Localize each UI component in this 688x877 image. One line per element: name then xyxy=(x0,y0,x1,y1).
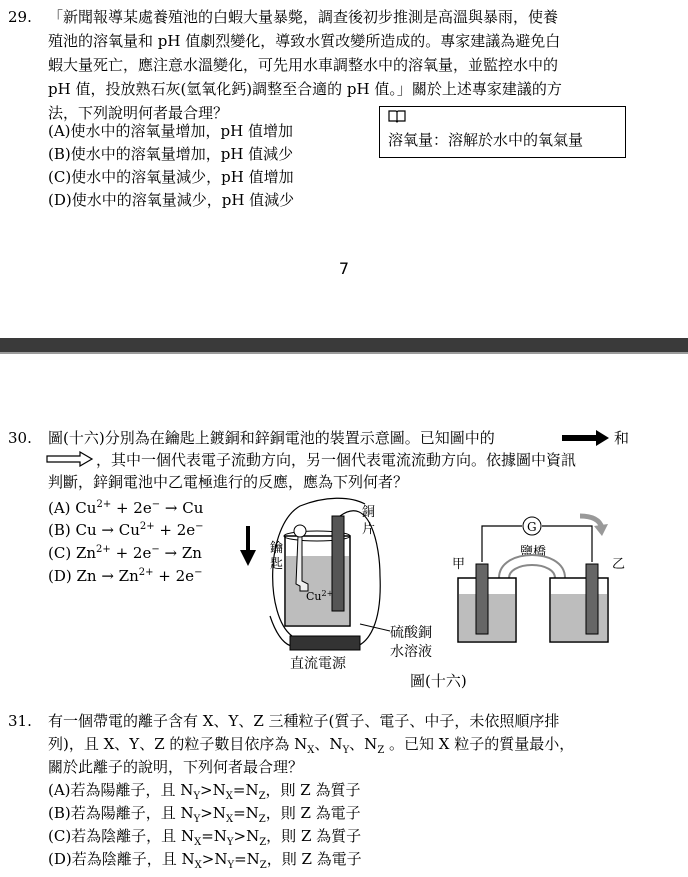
q30-number: 30. xyxy=(8,429,32,447)
q29-option-b[interactable]: (B)使水中的溶氧量增加，pH 值減少 xyxy=(48,145,294,163)
power-label: 直流電源 xyxy=(290,656,346,672)
q30-option-c[interactable]: (C) $Zn^{2+} + 2e^- \to Zn$ xyxy=(48,544,202,562)
q30-line-1-and: 和 xyxy=(614,429,630,447)
figure-16 xyxy=(230,496,650,696)
zinc-copper-cell xyxy=(452,516,625,642)
solution-label-1: 硫酸銅 xyxy=(390,625,432,641)
hollow-arrow-icon xyxy=(46,451,94,467)
copper-label-1: 銅 xyxy=(362,505,376,520)
q29-line-4: pH 值，投放熟石灰(氫氧化鈣)調整至合適的 pH 值。」關於上述專家建議的方 xyxy=(48,80,562,98)
q29-number: 29. xyxy=(8,8,32,26)
q30-line-2: ，其中一個代表電子流動方向，另一個代表電流流動方向。依據圖中資訊 xyxy=(96,451,577,469)
q31-option-d[interactable]: (D)若為陰離子，且 $N_X>N_Y=N_Z$，則 Z 為電子 xyxy=(48,850,362,871)
solution-label-2: 水溶液 xyxy=(390,644,432,660)
q29-option-d[interactable]: (D)使水中的溶氧量減少，pH 值減少 xyxy=(48,191,295,209)
electrode-right xyxy=(586,564,598,634)
electroplating-setup xyxy=(240,498,432,672)
q30-line-1: 圖(十六)分別為在鑰匙上鍍銅和鋅銅電池的裝置示意圖。已知圖中的 xyxy=(48,429,495,447)
page-divider-shadow xyxy=(0,352,688,354)
q29-option-a[interactable]: (A)使水中的溶氧量增加，pH 值增加 xyxy=(48,122,293,140)
salt-bridge-label: 鹽橋 xyxy=(520,545,547,560)
note-text: 溶氧量：溶解於水中的氧氣量 xyxy=(388,131,584,149)
page-divider xyxy=(0,338,688,352)
q30-line-3: 判斷，鋅銅電池中乙電極進行的反應，應為下列何者？ xyxy=(48,473,409,491)
page-number: 7 xyxy=(338,259,350,278)
q29-option-c[interactable]: (C)使水中的溶氧量減少，pH 值增加 xyxy=(48,168,294,186)
dc-power-supply xyxy=(290,636,360,650)
key-label-2: 匙 xyxy=(270,557,284,572)
book-icon xyxy=(388,109,406,127)
dissolved-oxygen-note xyxy=(379,106,626,158)
q31-line-1: 有一個帶電的離子含有 X、Y、Z 三種粒子(質子、電子、中子，未依照順序排 xyxy=(48,712,560,730)
q31-number: 31. xyxy=(8,712,32,730)
bold-arrow-icon xyxy=(562,430,610,446)
electrode-right-label: 乙 xyxy=(612,557,626,572)
electrode-left xyxy=(476,564,488,634)
key-label-1: 鑰 xyxy=(270,541,284,556)
q29-line-2: 殖池的溶氧量和 pH 值劇烈變化，導致水質改變所造成的。專家建議為避免白 xyxy=(48,32,561,50)
q29-line-1: 「新聞報導某處養殖池的白蝦大量暴斃，調查後初步推測是高溫與暴雨，使養 xyxy=(48,8,559,26)
q31-option-a[interactable]: (A)若為陽離子，且 $N_Y>N_X=N_Z$，則 Z 為質子 xyxy=(48,781,361,802)
q31-line-2: 列)，且 X、Y、Z 的粒子數目依序為 $N_X$、$N_Y$、$N_Z$ 。已知 X 粒子的質量最小， xyxy=(48,735,575,756)
electrode-left-label: 甲 xyxy=(452,557,466,572)
figure-caption: 圖(十六) xyxy=(410,672,467,690)
q30-option-a[interactable]: (A) $Cu^{2+} + 2e^- \to Cu$ xyxy=(48,499,204,517)
q31-option-c[interactable]: (C)若為陰離子，且 $N_X=N_Y>N_Z$，則 Z 為質子 xyxy=(48,827,362,848)
q30-option-d[interactable]: (D) $Zn \to Zn^{2+} + 2e^-$ xyxy=(48,567,203,585)
q29-line-3: 蝦大量死亡，應注意水溫變化，可先用水車調整水中的溶氧量，並監控水中的 xyxy=(48,56,559,74)
q31-option-b[interactable]: (B)若為陽離子，且 $N_Y>N_X=N_Z$，則 Z 為電子 xyxy=(48,804,361,825)
copper-plate xyxy=(332,516,344,611)
q30-option-b[interactable]: (B) $Cu \to Cu^{2+} + 2e^-$ xyxy=(48,521,204,539)
q31-line-3: 關於此離子的說明，下列何者最合理？ xyxy=(48,758,304,776)
q29-line-5: 法，下列說明何者最合理？ xyxy=(48,104,229,122)
svg-text:G: G xyxy=(527,520,537,534)
copper-label-2: 片 xyxy=(362,522,376,537)
ion-label: $Cu^{2+}$ xyxy=(306,589,334,603)
